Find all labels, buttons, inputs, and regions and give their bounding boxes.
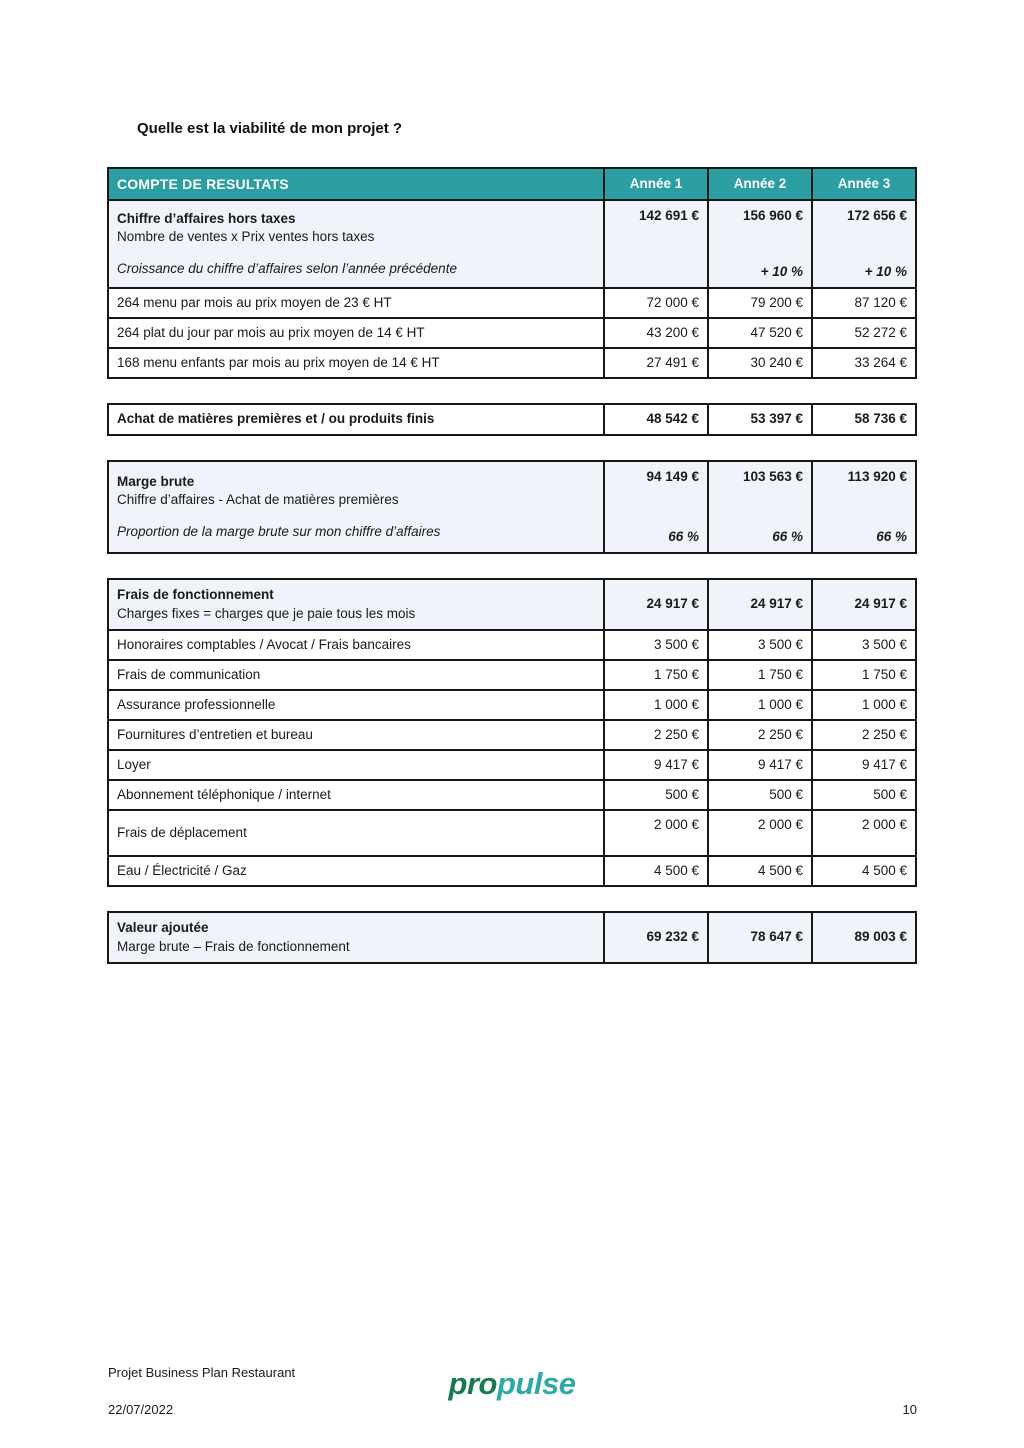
annee1-value: 1 000 €: [603, 691, 707, 719]
table-row-deplacement: [109, 809, 915, 855]
value-main: 94 149 €: [646, 469, 699, 484]
table-row-loyer: [109, 749, 915, 779]
annee1-value: 4 500 €: [603, 857, 707, 885]
value-main: 172 656 €: [846, 208, 907, 223]
row-label: 264 menu par mois au prix moyen de 23 € HT: [117, 294, 392, 310]
annee1-value: 3 500 €: [603, 631, 707, 659]
section-title: Valeur ajoutée: [117, 920, 209, 936]
block-valeur-ajoutee: [107, 911, 917, 964]
table-row-achat: [109, 405, 915, 434]
section-subtitle: Nombre de ventes x Prix ventes hors taxes: [117, 229, 375, 245]
annee2-value: 53 397 €: [707, 405, 811, 434]
table-row-menu-enfants: [109, 347, 915, 377]
section-title: Marge brute: [117, 474, 195, 490]
table-row-fournitures: [109, 719, 915, 749]
annee2-value: 30 240 €: [707, 349, 811, 377]
annee1-value: [603, 201, 707, 287]
section-subtitle: Chiffre d’affaires - Achat de matières premières: [117, 492, 399, 508]
table-row-abonnement: [109, 779, 915, 809]
annee3-value: 89 003 €: [811, 913, 915, 962]
row-label: 168 menu enfants par mois au prix moyen de 14 € HT: [117, 354, 440, 370]
row-label: Assurance professionnelle: [117, 696, 276, 712]
annee3-value: 500 €: [811, 781, 915, 809]
annee2-value: 24 917 €: [707, 580, 811, 629]
annee3-value: [811, 462, 915, 552]
annee2-value: 2 250 €: [707, 721, 811, 749]
annee3-value: 2 000 €: [811, 811, 915, 855]
annee3-value: 58 736 €: [811, 405, 915, 434]
value-note: 66 %: [668, 528, 699, 544]
section-title: Frais de fonctionnement: [117, 587, 274, 603]
annee3-value: 1 000 €: [811, 691, 915, 719]
table-row-eau-electricite: [109, 855, 915, 885]
section-label: [109, 580, 603, 629]
annee1-value: 69 232 €: [603, 913, 707, 962]
annee3-value: 24 917 €: [811, 580, 915, 629]
table-row-communication: [109, 659, 915, 689]
section-row-valeur-ajoutee: [109, 913, 915, 962]
footer-date: 22/07/2022: [108, 1402, 174, 1417]
table-row-honoraires: [109, 629, 915, 659]
section-row-marge-brute: [109, 462, 915, 552]
value-note: + 10 %: [760, 263, 803, 279]
annee3-value: 87 120 €: [811, 289, 915, 317]
section-subtitle: Charges fixes = charges que je paie tous les mois: [117, 605, 416, 621]
block-marge-brute: [107, 460, 917, 554]
value-note: 66 %: [772, 528, 803, 544]
annee2-value: 1 750 €: [707, 661, 811, 689]
annee1-value: 48 542 €: [603, 405, 707, 434]
row-label: 264 plat du jour par mois au prix moyen de 14 € HT: [117, 324, 425, 340]
section-label: [109, 913, 603, 962]
annee1-value: 72 000 €: [603, 289, 707, 317]
annee1-value: 24 917 €: [603, 580, 707, 629]
table-header-row: [109, 169, 915, 199]
compte-de-resultats: [107, 167, 917, 964]
annee1-value: 500 €: [603, 781, 707, 809]
annee2-value: 2 000 €: [707, 811, 811, 855]
logo-text-pro: pro: [448, 1366, 497, 1401]
block-frais-fonctionnement: [107, 578, 917, 887]
value-main: 156 960 €: [742, 208, 803, 223]
annee3-value: 52 272 €: [811, 319, 915, 347]
annee1-value: 2 000 €: [603, 811, 707, 855]
block-chiffre-affaires: [107, 167, 917, 379]
spacer: [117, 510, 593, 523]
annee2-value: 9 417 €: [707, 751, 811, 779]
annee3-value: 2 250 €: [811, 721, 915, 749]
row-label: Loyer: [117, 756, 151, 772]
section-title: Chiffre d’affaires hors taxes: [117, 211, 296, 227]
section-label: [109, 462, 603, 552]
table-row-plat-du-jour: [109, 317, 915, 347]
section-label: [109, 201, 603, 287]
row-label: Fournitures d’entretien et bureau: [117, 726, 313, 742]
annee2-value: 78 647 €: [707, 913, 811, 962]
logo-text-pulse: pulse: [496, 1366, 576, 1401]
annee1-value: 2 250 €: [603, 721, 707, 749]
block-achat-matieres: [107, 403, 917, 436]
annee1-value: 27 491 €: [603, 349, 707, 377]
annee3-value: 3 500 €: [811, 631, 915, 659]
table-title: COMPTE DE RESULTATS: [117, 175, 289, 192]
annee2-value: [707, 201, 811, 287]
annee2-value: 500 €: [707, 781, 811, 809]
page-title: Quelle est la viabilité de mon projet ?: [137, 120, 403, 137]
annee3-value: 4 500 €: [811, 857, 915, 885]
annee2-value: 47 520 €: [707, 319, 811, 347]
annee2-value: 1 000 €: [707, 691, 811, 719]
annee3-value: 1 750 €: [811, 661, 915, 689]
annee2-value: 3 500 €: [707, 631, 811, 659]
section-note: Croissance du chiffre d’affaires selon l’année précédente: [117, 260, 457, 276]
column-header-annee-1: Année 1: [603, 169, 707, 199]
annee2-value: 4 500 €: [707, 857, 811, 885]
annee1-value: [603, 462, 707, 552]
spacer: [117, 247, 593, 260]
value-main: 113 920 €: [847, 469, 907, 484]
section-note: Proportion de la marge brute sur mon chiffre d’affaires: [117, 523, 441, 539]
column-header-annee-3: Année 3: [811, 169, 915, 199]
table-row-assurance: [109, 689, 915, 719]
row-label: Honoraires comptables / Avocat / Frais bancaires: [117, 636, 411, 652]
value-note: + 10 %: [864, 263, 907, 279]
row-label: Frais de déplacement: [117, 824, 247, 840]
column-header-annee-2: Année 2: [707, 169, 811, 199]
value-note: 66 %: [876, 528, 907, 544]
footer-page-number: 10: [902, 1402, 917, 1417]
section-row-frais: [109, 580, 915, 629]
propulse-logo: [0, 1366, 1024, 1402]
value-main: 142 691 €: [638, 208, 699, 223]
annee2-value: 79 200 €: [707, 289, 811, 317]
annee3-value: [811, 201, 915, 287]
annee3-value: 33 264 €: [811, 349, 915, 377]
row-label: Eau / Électricité / Gaz: [117, 862, 247, 878]
footer-project-name: Projet Business Plan Restaurant: [108, 1365, 296, 1380]
annee1-value: 1 750 €: [603, 661, 707, 689]
annee2-value: [707, 462, 811, 552]
annee3-value: 9 417 €: [811, 751, 915, 779]
table-row-menu: [109, 287, 915, 317]
value-main: 103 563 €: [742, 469, 803, 484]
section-subtitle: Marge brute – Frais de fonctionnement: [117, 938, 350, 954]
annee1-value: 43 200 €: [603, 319, 707, 347]
row-label: Abonnement téléphonique / internet: [117, 786, 331, 802]
section-row-chiffre-affaires: [109, 199, 915, 287]
row-label: Frais de communication: [117, 666, 261, 682]
annee1-value: 9 417 €: [603, 751, 707, 779]
row-label: Achat de matières premières et / ou produits finis: [117, 411, 435, 427]
